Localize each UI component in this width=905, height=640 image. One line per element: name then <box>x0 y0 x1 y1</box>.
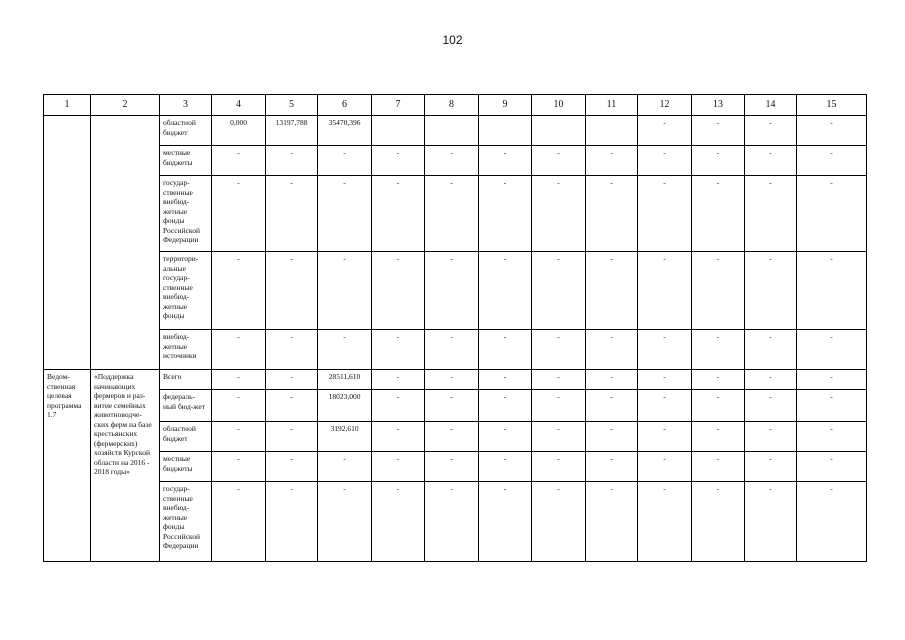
col-header: 13 <box>692 95 745 116</box>
value-cell: - <box>586 176 638 252</box>
value-cell: - <box>745 422 797 452</box>
value-cell: - <box>586 370 638 390</box>
value-cell: - <box>266 330 318 370</box>
value-cell: - <box>425 330 479 370</box>
value-cell: - <box>372 452 425 482</box>
col-header: 9 <box>479 95 532 116</box>
value-cell: - <box>212 330 266 370</box>
value-cell: - <box>638 452 692 482</box>
value-cell: - <box>532 370 586 390</box>
col-header: 7 <box>372 95 425 116</box>
funding-source-cell: областной бюджет <box>160 422 212 452</box>
value-cell: - <box>318 252 372 330</box>
funding-source-cell: федераль-ный бюд-жет <box>160 390 212 422</box>
value-cell: - <box>266 370 318 390</box>
table-row <box>44 252 867 330</box>
value-cell: - <box>372 390 425 422</box>
value-cell: - <box>586 422 638 452</box>
value-cell: - <box>212 390 266 422</box>
value-cell: - <box>372 422 425 452</box>
value-cell: - <box>425 176 479 252</box>
value-cell: - <box>745 176 797 252</box>
value-cell: - <box>318 482 372 562</box>
program-code-cell: Ведом-ственная целевая программа 1.7 <box>44 370 91 562</box>
value-cell: - <box>266 390 318 422</box>
value-cell: - <box>797 116 867 146</box>
value-cell: 18023,000 <box>318 390 372 422</box>
value-cell: - <box>797 390 867 422</box>
table-row <box>44 452 867 482</box>
col-header: 15 <box>797 95 867 116</box>
value-cell: - <box>479 482 532 562</box>
value-cell: - <box>266 482 318 562</box>
value-cell: - <box>479 452 532 482</box>
value-cell: - <box>692 422 745 452</box>
value-cell: - <box>638 252 692 330</box>
value-cell: - <box>692 370 745 390</box>
table-row <box>44 176 867 252</box>
value-cell: - <box>797 452 867 482</box>
value-cell: - <box>638 370 692 390</box>
value-cell: - <box>586 390 638 422</box>
value-cell: - <box>266 252 318 330</box>
table-row <box>44 422 867 452</box>
value-cell: - <box>532 146 586 176</box>
value-cell: - <box>532 390 586 422</box>
value-cell: - <box>692 390 745 422</box>
value-cell: - <box>425 452 479 482</box>
value-cell <box>586 116 638 146</box>
table-row <box>44 370 867 390</box>
value-cell: 0,000 <box>212 116 266 146</box>
value-cell: - <box>638 116 692 146</box>
value-cell: 35470,396 <box>318 116 372 146</box>
funding-source-cell: внебюд-жетные источники <box>160 330 212 370</box>
value-cell: - <box>266 422 318 452</box>
table-row <box>44 116 867 146</box>
col-header: 8 <box>425 95 479 116</box>
value-cell: - <box>425 146 479 176</box>
col-header: 2 <box>91 95 160 116</box>
value-cell: - <box>479 422 532 452</box>
value-cell: - <box>532 330 586 370</box>
program-name-cell: «Поддержка начинающих фермеров и раз-витие семейных животноводче-ских ферм на базе крестьянских (фермерских) хозяйств Курской области на 2016 - 2018 годы» <box>91 370 160 562</box>
col-header: 3 <box>160 95 212 116</box>
value-cell: - <box>745 116 797 146</box>
value-cell: - <box>266 452 318 482</box>
value-cell: - <box>692 116 745 146</box>
value-cell: - <box>318 330 372 370</box>
value-cell: - <box>532 176 586 252</box>
col-header: 12 <box>638 95 692 116</box>
table-row <box>44 482 867 562</box>
value-cell: 3192,610 <box>318 422 372 452</box>
value-cell: - <box>797 176 867 252</box>
value-cell <box>372 116 425 146</box>
value-cell: - <box>692 252 745 330</box>
value-cell: - <box>692 176 745 252</box>
col-header: 6 <box>318 95 372 116</box>
value-cell: - <box>479 252 532 330</box>
value-cell <box>425 116 479 146</box>
value-cell <box>479 116 532 146</box>
value-cell: - <box>638 390 692 422</box>
value-cell: - <box>212 452 266 482</box>
value-cell: - <box>532 252 586 330</box>
value-cell: - <box>638 330 692 370</box>
value-cell: - <box>638 422 692 452</box>
value-cell: - <box>638 482 692 562</box>
value-cell: - <box>372 370 425 390</box>
value-cell <box>532 116 586 146</box>
value-cell: - <box>586 330 638 370</box>
value-cell: - <box>797 370 867 390</box>
value-cell: - <box>745 370 797 390</box>
value-cell: - <box>532 422 586 452</box>
funding-source-cell: Всего <box>160 370 212 390</box>
value-cell: - <box>212 176 266 252</box>
value-cell: - <box>797 330 867 370</box>
value-cell: - <box>586 482 638 562</box>
value-cell: - <box>479 370 532 390</box>
value-cell: - <box>745 146 797 176</box>
value-cell: - <box>745 330 797 370</box>
value-cell: - <box>212 482 266 562</box>
col-header: 1 <box>44 95 91 116</box>
value-cell: - <box>266 176 318 252</box>
program-code-cell <box>44 116 91 370</box>
page-number: 102 <box>442 33 463 47</box>
value-cell: - <box>318 146 372 176</box>
value-cell: - <box>212 146 266 176</box>
funding-source-cell: местные бюджеты <box>160 146 212 176</box>
value-cell: - <box>212 422 266 452</box>
value-cell: - <box>692 452 745 482</box>
value-cell: - <box>797 482 867 562</box>
column-number-header-row <box>44 95 867 116</box>
value-cell: - <box>479 176 532 252</box>
value-cell: - <box>745 452 797 482</box>
col-header: 10 <box>532 95 586 116</box>
value-cell: - <box>638 176 692 252</box>
value-cell: - <box>797 422 867 452</box>
value-cell: 13197,788 <box>266 116 318 146</box>
funding-source-cell: государ-ственные внебюд-жетные фонды Российской Федерации <box>160 482 212 562</box>
value-cell: - <box>479 390 532 422</box>
value-cell: - <box>745 390 797 422</box>
col-header: 5 <box>266 95 318 116</box>
value-cell: - <box>372 252 425 330</box>
value-cell: - <box>425 252 479 330</box>
value-cell: - <box>425 422 479 452</box>
value-cell: - <box>425 370 479 390</box>
value-cell: - <box>266 146 318 176</box>
funding-source-cell: государ-ственные внебюд-жетные фонды Российской Федерации <box>160 176 212 252</box>
table-row <box>44 390 867 422</box>
value-cell: - <box>372 330 425 370</box>
value-cell: - <box>372 176 425 252</box>
col-header: 4 <box>212 95 266 116</box>
value-cell: - <box>692 146 745 176</box>
program-name-cell <box>91 116 160 370</box>
value-cell: - <box>372 482 425 562</box>
value-cell: - <box>318 176 372 252</box>
value-cell: - <box>745 482 797 562</box>
value-cell: - <box>212 252 266 330</box>
table-row <box>44 330 867 370</box>
col-header: 11 <box>586 95 638 116</box>
value-cell: - <box>638 146 692 176</box>
funding-source-cell: территори-альные государ-ственные внебюд-жетные фонды <box>160 252 212 330</box>
budget-table <box>43 94 867 562</box>
funding-source-cell: областной бюджет <box>160 116 212 146</box>
col-header: 14 <box>745 95 797 116</box>
value-cell: - <box>797 252 867 330</box>
value-cell: - <box>425 482 479 562</box>
value-cell: - <box>797 146 867 176</box>
value-cell: - <box>212 370 266 390</box>
value-cell: - <box>745 252 797 330</box>
value-cell: - <box>692 482 745 562</box>
value-cell: - <box>586 146 638 176</box>
table-row <box>44 146 867 176</box>
value-cell: - <box>479 146 532 176</box>
value-cell: - <box>692 330 745 370</box>
value-cell: 28511,610 <box>318 370 372 390</box>
value-cell: - <box>318 452 372 482</box>
value-cell: - <box>586 452 638 482</box>
value-cell: - <box>372 146 425 176</box>
value-cell: - <box>532 452 586 482</box>
funding-source-cell: местные бюджеты <box>160 452 212 482</box>
value-cell: - <box>586 252 638 330</box>
value-cell: - <box>532 482 586 562</box>
value-cell: - <box>425 390 479 422</box>
value-cell: - <box>479 330 532 370</box>
